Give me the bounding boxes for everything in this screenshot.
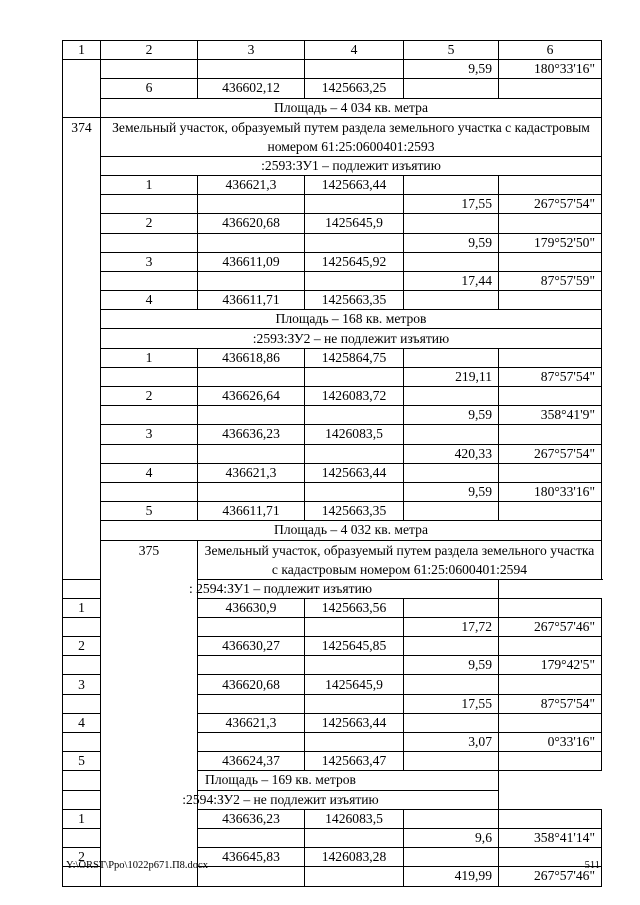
empty-cell: [499, 348, 602, 367]
empty-cell: [404, 175, 499, 194]
empty-cell: [101, 233, 198, 252]
point-number-cell: 4: [63, 713, 101, 732]
table-header-row: [63, 41, 602, 60]
table-row: [63, 348, 602, 367]
empty-cell: [404, 463, 499, 482]
header-cell: 5: [404, 41, 499, 60]
section-caption-cell: Площадь – 4 032 кв. метра: [101, 521, 602, 540]
header-cell: 4: [305, 41, 404, 60]
empty-cell: [404, 752, 499, 771]
empty-cell: [101, 367, 198, 386]
y-coordinate-cell: 1425663,35: [305, 502, 404, 521]
point-number-cell: 5: [101, 502, 198, 521]
distance-cell: 9,59: [404, 233, 499, 252]
y-coordinate-cell: 1425663,35: [305, 291, 404, 310]
point-number-cell: 2: [101, 387, 198, 406]
table-row: [63, 175, 602, 194]
table-row: [63, 329, 602, 348]
table-row: [63, 387, 602, 406]
section-caption-cell: Площадь – 4 034 кв. метра: [101, 98, 602, 117]
empty-cell: [198, 733, 305, 752]
distance-cell: 219,11: [404, 367, 499, 386]
empty-cell: [198, 828, 305, 847]
x-coordinate-cell: 436611,71: [198, 502, 305, 521]
empty-cell: [198, 406, 305, 425]
distance-cell: 9,6: [404, 828, 499, 847]
direction-angle-cell: 179°42'5": [499, 656, 602, 675]
x-coordinate-cell: 436611,71: [198, 291, 305, 310]
table-row: [63, 310, 602, 329]
empty-cell: [404, 848, 499, 867]
header-cell: 6: [499, 41, 602, 60]
direction-angle-cell: 0°33'16": [499, 733, 602, 752]
empty-cell: [305, 60, 404, 79]
empty-cell: [305, 733, 404, 752]
table-row: [63, 291, 602, 310]
empty-cell: [198, 60, 305, 79]
x-coordinate-cell: 436624,37: [198, 752, 305, 771]
parcel-title-cell: Земельный участок, образуемый путем раздела земельного участка с кадастровым номером 61:25:0600401:2593: [101, 117, 602, 156]
section-caption-cell: :2594:ЗУ2 – не подлежит изъятию: [63, 790, 499, 809]
point-number-cell: 3: [63, 675, 101, 694]
y-coordinate-cell: 1425864,75: [305, 348, 404, 367]
block-number-cell: [63, 60, 101, 118]
x-coordinate-cell: 436618,86: [198, 348, 305, 367]
distance-cell: 17,55: [404, 694, 499, 713]
x-coordinate-cell: 436621,3: [198, 713, 305, 732]
table-row: [63, 406, 602, 425]
empty-cell: [198, 617, 305, 636]
file-path-footer: Y:\ORST\Ppo\1022p671.П8.docx: [66, 860, 208, 871]
empty-cell: [305, 617, 404, 636]
table-row: [63, 540, 602, 579]
empty-cell: [404, 348, 499, 367]
empty-cell: [198, 482, 305, 501]
empty-cell: [101, 195, 198, 214]
point-number-cell: 2: [63, 637, 101, 656]
table-row: [63, 425, 602, 444]
empty-cell: [305, 482, 404, 501]
x-coordinate-cell: 436621,3: [198, 175, 305, 194]
empty-cell: [499, 637, 602, 656]
direction-angle-cell: 180°33'16": [499, 482, 602, 501]
direction-angle-cell: 179°52'50": [499, 233, 602, 252]
empty-cell: [499, 79, 602, 98]
empty-cell: [305, 867, 404, 886]
empty-cell: [499, 502, 602, 521]
empty-cell: [404, 79, 499, 98]
distance-cell: 420,33: [404, 444, 499, 463]
x-coordinate-cell: 436611,09: [198, 252, 305, 271]
y-coordinate-cell: 1426083,5: [305, 809, 404, 828]
parcel-title-cell: Земельный участок, образуемый путем раздела земельного участка с кадастровым номером 61:25:0600401:2594: [198, 540, 602, 579]
empty-cell: [499, 252, 602, 271]
empty-cell: [305, 367, 404, 386]
empty-cell: [305, 694, 404, 713]
empty-cell: [101, 271, 198, 290]
table-row: [63, 579, 602, 598]
direction-angle-cell: 180°33'16": [499, 60, 602, 79]
empty-cell: [101, 406, 198, 425]
direction-angle-cell: 358°41'14": [499, 828, 602, 847]
empty-cell: [305, 233, 404, 252]
table-row: [63, 521, 602, 540]
direction-angle-cell: 267°57'46": [499, 867, 602, 886]
empty-cell: [305, 656, 404, 675]
y-coordinate-cell: 1425663,44: [305, 463, 404, 482]
table-row: [63, 79, 602, 98]
coordinates-table: [62, 40, 602, 887]
empty-cell: [499, 387, 602, 406]
empty-cell: [499, 214, 602, 233]
empty-cell: [198, 195, 305, 214]
empty-cell: [404, 502, 499, 521]
empty-cell: [63, 656, 101, 675]
empty-cell: [499, 598, 602, 617]
distance-cell: 17,44: [404, 271, 499, 290]
x-coordinate-cell: 436636,23: [198, 809, 305, 828]
empty-cell: [499, 809, 602, 828]
empty-cell: [404, 252, 499, 271]
table-row: [63, 214, 602, 233]
empty-cell: [198, 233, 305, 252]
table-row: [63, 502, 602, 521]
section-caption-cell: Площадь – 168 кв. метров: [101, 310, 602, 329]
x-coordinate-cell: 436621,3: [198, 463, 305, 482]
distance-cell: 9,59: [404, 482, 499, 501]
y-coordinate-cell: 1425663,56: [305, 598, 404, 617]
empty-cell: [305, 195, 404, 214]
empty-cell: [404, 291, 499, 310]
point-number-cell: 1: [101, 348, 198, 367]
table-row: [63, 771, 602, 790]
distance-cell: 9,59: [404, 406, 499, 425]
y-coordinate-cell: 1425645,9: [305, 675, 404, 694]
direction-angle-cell: 267°57'54": [499, 195, 602, 214]
distance-cell: 17,72: [404, 617, 499, 636]
empty-cell: [101, 444, 198, 463]
y-coordinate-cell: 1425645,9: [305, 214, 404, 233]
point-number-cell: 3: [101, 252, 198, 271]
y-coordinate-cell: 1425663,47: [305, 752, 404, 771]
empty-cell: [198, 444, 305, 463]
section-caption-cell: :2593:ЗУ1 – подлежит изъятию: [101, 156, 602, 175]
direction-angle-cell: 267°57'54": [499, 444, 602, 463]
header-cell: 1: [63, 41, 101, 60]
empty-cell: [101, 482, 198, 501]
x-coordinate-cell: 436636,23: [198, 425, 305, 444]
page-number: 511: [584, 860, 600, 871]
y-coordinate-cell: 1425663,25: [305, 79, 404, 98]
point-number-cell: 1: [63, 809, 101, 828]
table-row: [63, 444, 602, 463]
empty-cell: [101, 60, 198, 79]
block-number-cell: 375: [101, 540, 198, 886]
table-row: [63, 98, 602, 117]
point-number-cell: 4: [101, 463, 198, 482]
y-coordinate-cell: 1425645,85: [305, 637, 404, 656]
empty-cell: [198, 271, 305, 290]
empty-cell: [198, 694, 305, 713]
distance-cell: 9,59: [404, 60, 499, 79]
section-caption-cell: Площадь – 169 кв. метров: [63, 771, 499, 790]
y-coordinate-cell: 1426083,72: [305, 387, 404, 406]
y-coordinate-cell: 1425663,44: [305, 713, 404, 732]
x-coordinate-cell: 436626,64: [198, 387, 305, 406]
empty-cell: [305, 406, 404, 425]
table-row: [63, 463, 602, 482]
table-row: [63, 156, 602, 175]
section-caption-cell: : 2594:ЗУ1 – подлежит изъятию: [63, 579, 499, 598]
empty-cell: [404, 713, 499, 732]
empty-cell: [499, 463, 602, 482]
empty-cell: [198, 867, 305, 886]
x-coordinate-cell: 436602,12: [198, 79, 305, 98]
distance-cell: 9,59: [404, 656, 499, 675]
empty-cell: [305, 444, 404, 463]
y-coordinate-cell: 1426083,5: [305, 425, 404, 444]
header-cell: 2: [101, 41, 198, 60]
empty-cell: [63, 828, 101, 847]
x-coordinate-cell: 436620,68: [198, 214, 305, 233]
table-row: [63, 482, 602, 501]
empty-cell: [404, 214, 499, 233]
empty-cell: [198, 367, 305, 386]
empty-cell: [499, 175, 602, 194]
x-coordinate-cell: 436620,68: [198, 675, 305, 694]
table-row: [63, 252, 602, 271]
empty-cell: [198, 656, 305, 675]
point-number-cell: 2: [63, 848, 101, 867]
empty-cell: [499, 752, 602, 771]
y-coordinate-cell: 1425645,92: [305, 252, 404, 271]
empty-cell: [63, 733, 101, 752]
point-number-cell: 3: [101, 425, 198, 444]
table-row: [63, 117, 602, 156]
empty-cell: [63, 617, 101, 636]
point-number-cell: 5: [63, 752, 101, 771]
y-coordinate-cell: 1426083,28: [305, 848, 404, 867]
direction-angle-cell: 87°57'54": [499, 694, 602, 713]
empty-cell: [499, 675, 602, 694]
point-number-cell: 1: [101, 175, 198, 194]
section-caption-cell: :2593:ЗУ2 – не подлежит изъятию: [101, 329, 602, 348]
table-row: [63, 367, 602, 386]
point-number-cell: 1: [63, 598, 101, 617]
x-coordinate-cell: 436630,27: [198, 637, 305, 656]
table-row: [63, 60, 602, 79]
header-cell: 3: [198, 41, 305, 60]
table-row: [63, 195, 602, 214]
empty-cell: [404, 637, 499, 656]
distance-cell: 3,07: [404, 733, 499, 752]
direction-angle-cell: 358°41'9": [499, 406, 602, 425]
table-body: [63, 60, 602, 886]
empty-cell: [499, 291, 602, 310]
table-row: [63, 233, 602, 252]
empty-cell: [404, 387, 499, 406]
empty-cell: [305, 828, 404, 847]
empty-cell: [404, 675, 499, 694]
x-coordinate-cell: 436645,83: [198, 848, 305, 867]
direction-angle-cell: 87°57'59": [499, 271, 602, 290]
empty-cell: [305, 271, 404, 290]
point-number-cell: 2: [101, 214, 198, 233]
distance-cell: 419,99: [404, 867, 499, 886]
table-row: [63, 790, 602, 809]
table-row: [63, 271, 602, 290]
empty-cell: [63, 694, 101, 713]
empty-cell: [404, 809, 499, 828]
empty-cell: [404, 598, 499, 617]
point-number-cell: 6: [101, 79, 198, 98]
direction-angle-cell: 87°57'54": [499, 367, 602, 386]
empty-cell: [404, 425, 499, 444]
y-coordinate-cell: 1425663,44: [305, 175, 404, 194]
point-number-cell: 4: [101, 291, 198, 310]
direction-angle-cell: 267°57'46": [499, 617, 602, 636]
block-number-cell: 374: [63, 117, 101, 579]
distance-cell: 17,55: [404, 195, 499, 214]
empty-cell: [499, 713, 602, 732]
empty-cell: [499, 425, 602, 444]
x-coordinate-cell: 436630,9: [198, 598, 305, 617]
